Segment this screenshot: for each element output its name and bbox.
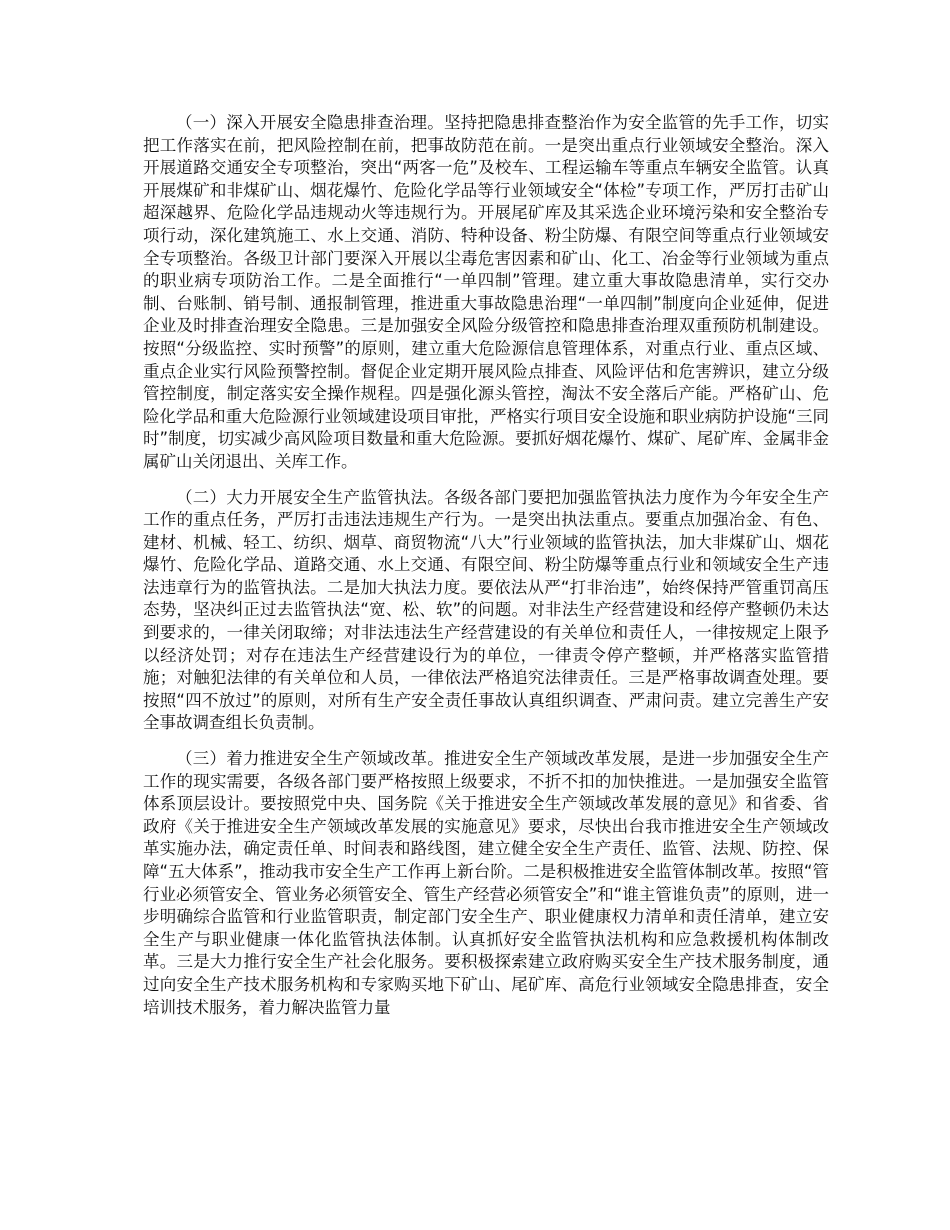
paragraph-hazard-investigation: （一）深入开展安全隐患排查治理。坚持把隐患排查整治作为安全监管的先手工作，切实把工作落实在前，把风险控制在前，把事故防范在前。一是突出重点行业领域安全整治。深入开展道路交通安全专项整治，突出“两客一危”及校车、工程运输车等重点车辆安全监管。认真开展煤矿和非煤矿山、烟花爆竹、危险化学品等行业领域安全“体检”专项工作，严厉打击矿山超深越界、危险化学品违规动火等违规行为。开展尾矿库及其采选企业环境污染和安全整治专项行动，深化建筑施工、水上交通、消防、特种设备、粉尘防爆、有限空间等重点行业领域安全专项整治。各级卫计部门要深入开展以尘毒危害因素和矿山、化工、冶金等行业领域为重点的职业病专项防治工作。二是全面推行“一单四制”管理。建立重大事故隐患清单，实行交办制、台账制、销号制、通报制管理，推进重大事故隐患治理“一单四制”制度向企业延伸，促进企业及时排查治理安全隐患。三是加强安全风险分级管控和隐患排查治理双重预防机制建设。按照“分级监控、实时预警”的原则，建立重大危险源信息管理体系，对重点行业、重点区域、重点企业实行风险预警控制。督促企业定期开展风险点排查、风险评估和危害辨识，建立分级管控制度，制定落实安全操作规程。四是强化源头管控，淘汰不安全落后产能。严格矿山、危险化学品和重大危险源行业领域建设项目审批，严格实行项目安全设施和职业病防护设施“三同时”制度，切实减少高风险项目数量和重大危险源。要抓好烟花爆竹、煤矿、尾矿库、金属非金属矿山关闭退出、关库工作。 (143, 113, 829, 471)
document-body (143, 112, 829, 1019)
paragraph-supervision-enforcement: （二）大力开展安全生产监管执法。各级各部门要把加强监管执法力度作为今年安全生产工作的重点任务，严厉打击违法违规生产行为。一是突出执法重点。要重点加强冶金、有色、建材、机械、轻工、纺织、烟草、商贸物流“八大”行业领域的监管执法，加大非煤矿山、烟花爆竹、危险化学品、道路交通、水上交通、有限空间、粉尘防爆等重点行业和领域安全生产违法违章行为的监管执法。二是加大执法力度。要依法从严“打非治违”，始终保持严管重罚高压态势，坚决纠正过去监管执法“宽、松、软”的问题。对非法生产经营建设和经停产整顿仍未达到要求的，一律关闭取缔；对非法违法生产经营建设的有关单位和责任人，一律按规定上限予以经济处罚；对存在违法生产经营建设行为的单位，一律责令停产整顿，并严格落实监管措施；对触犯法律的有关单位和人员，一律依法严格追究法律责任。三是严格事故调查处理。要按照“四不放过”的原则，对所有生产安全责任事故认真组织调查、严肃问责。建立完善生产安全事故调查组长负责制。 (143, 487, 829, 733)
paragraph-safety-reform: （三）着力推进安全生产领域改革。推进安全生产领域改革发展，是进一步加强安全生产工作的现实需要，各级各部门要严格按照上级要求，不折不扣的加快推进。一是加强安全监管体系顶层设计。要按照党中央、国务院《关于推进安全生产领域改革发展的意见》和省委、省政府《关于推进安全生产领域改革发展的实施意见》要求，尽快出台我市推进安全生产领域改革实施办法，确定责任单、时间表和路线图，建立健全安全生产责任、监管、法规、防控、保障“五大体系”，推动我市安全生产工作再上新台阶。二是积极推进安全监管体制改革。按照“管行业必须管安全、管业务必须管安全、管生产经营必须管安全”和“谁主管谁负责”的原则，进一步明确综合监管和行业监管职责，制定部门安全生产、职业健康权力清单和责任清单，建立安全生产与职业健康一体化监管执法体制。认真抓好安全监管执法机构和应急救援机构体制改革。三是大力推行安全生产社会化服务。要积极探索建立政府购买安全生产技术服务制度，通过向安全生产技术服务机构和专家购买地下矿山、尾矿库、高危行业领域安全隐患排查，安全培训技术服务，着力解决监管力量 (143, 749, 829, 1017)
